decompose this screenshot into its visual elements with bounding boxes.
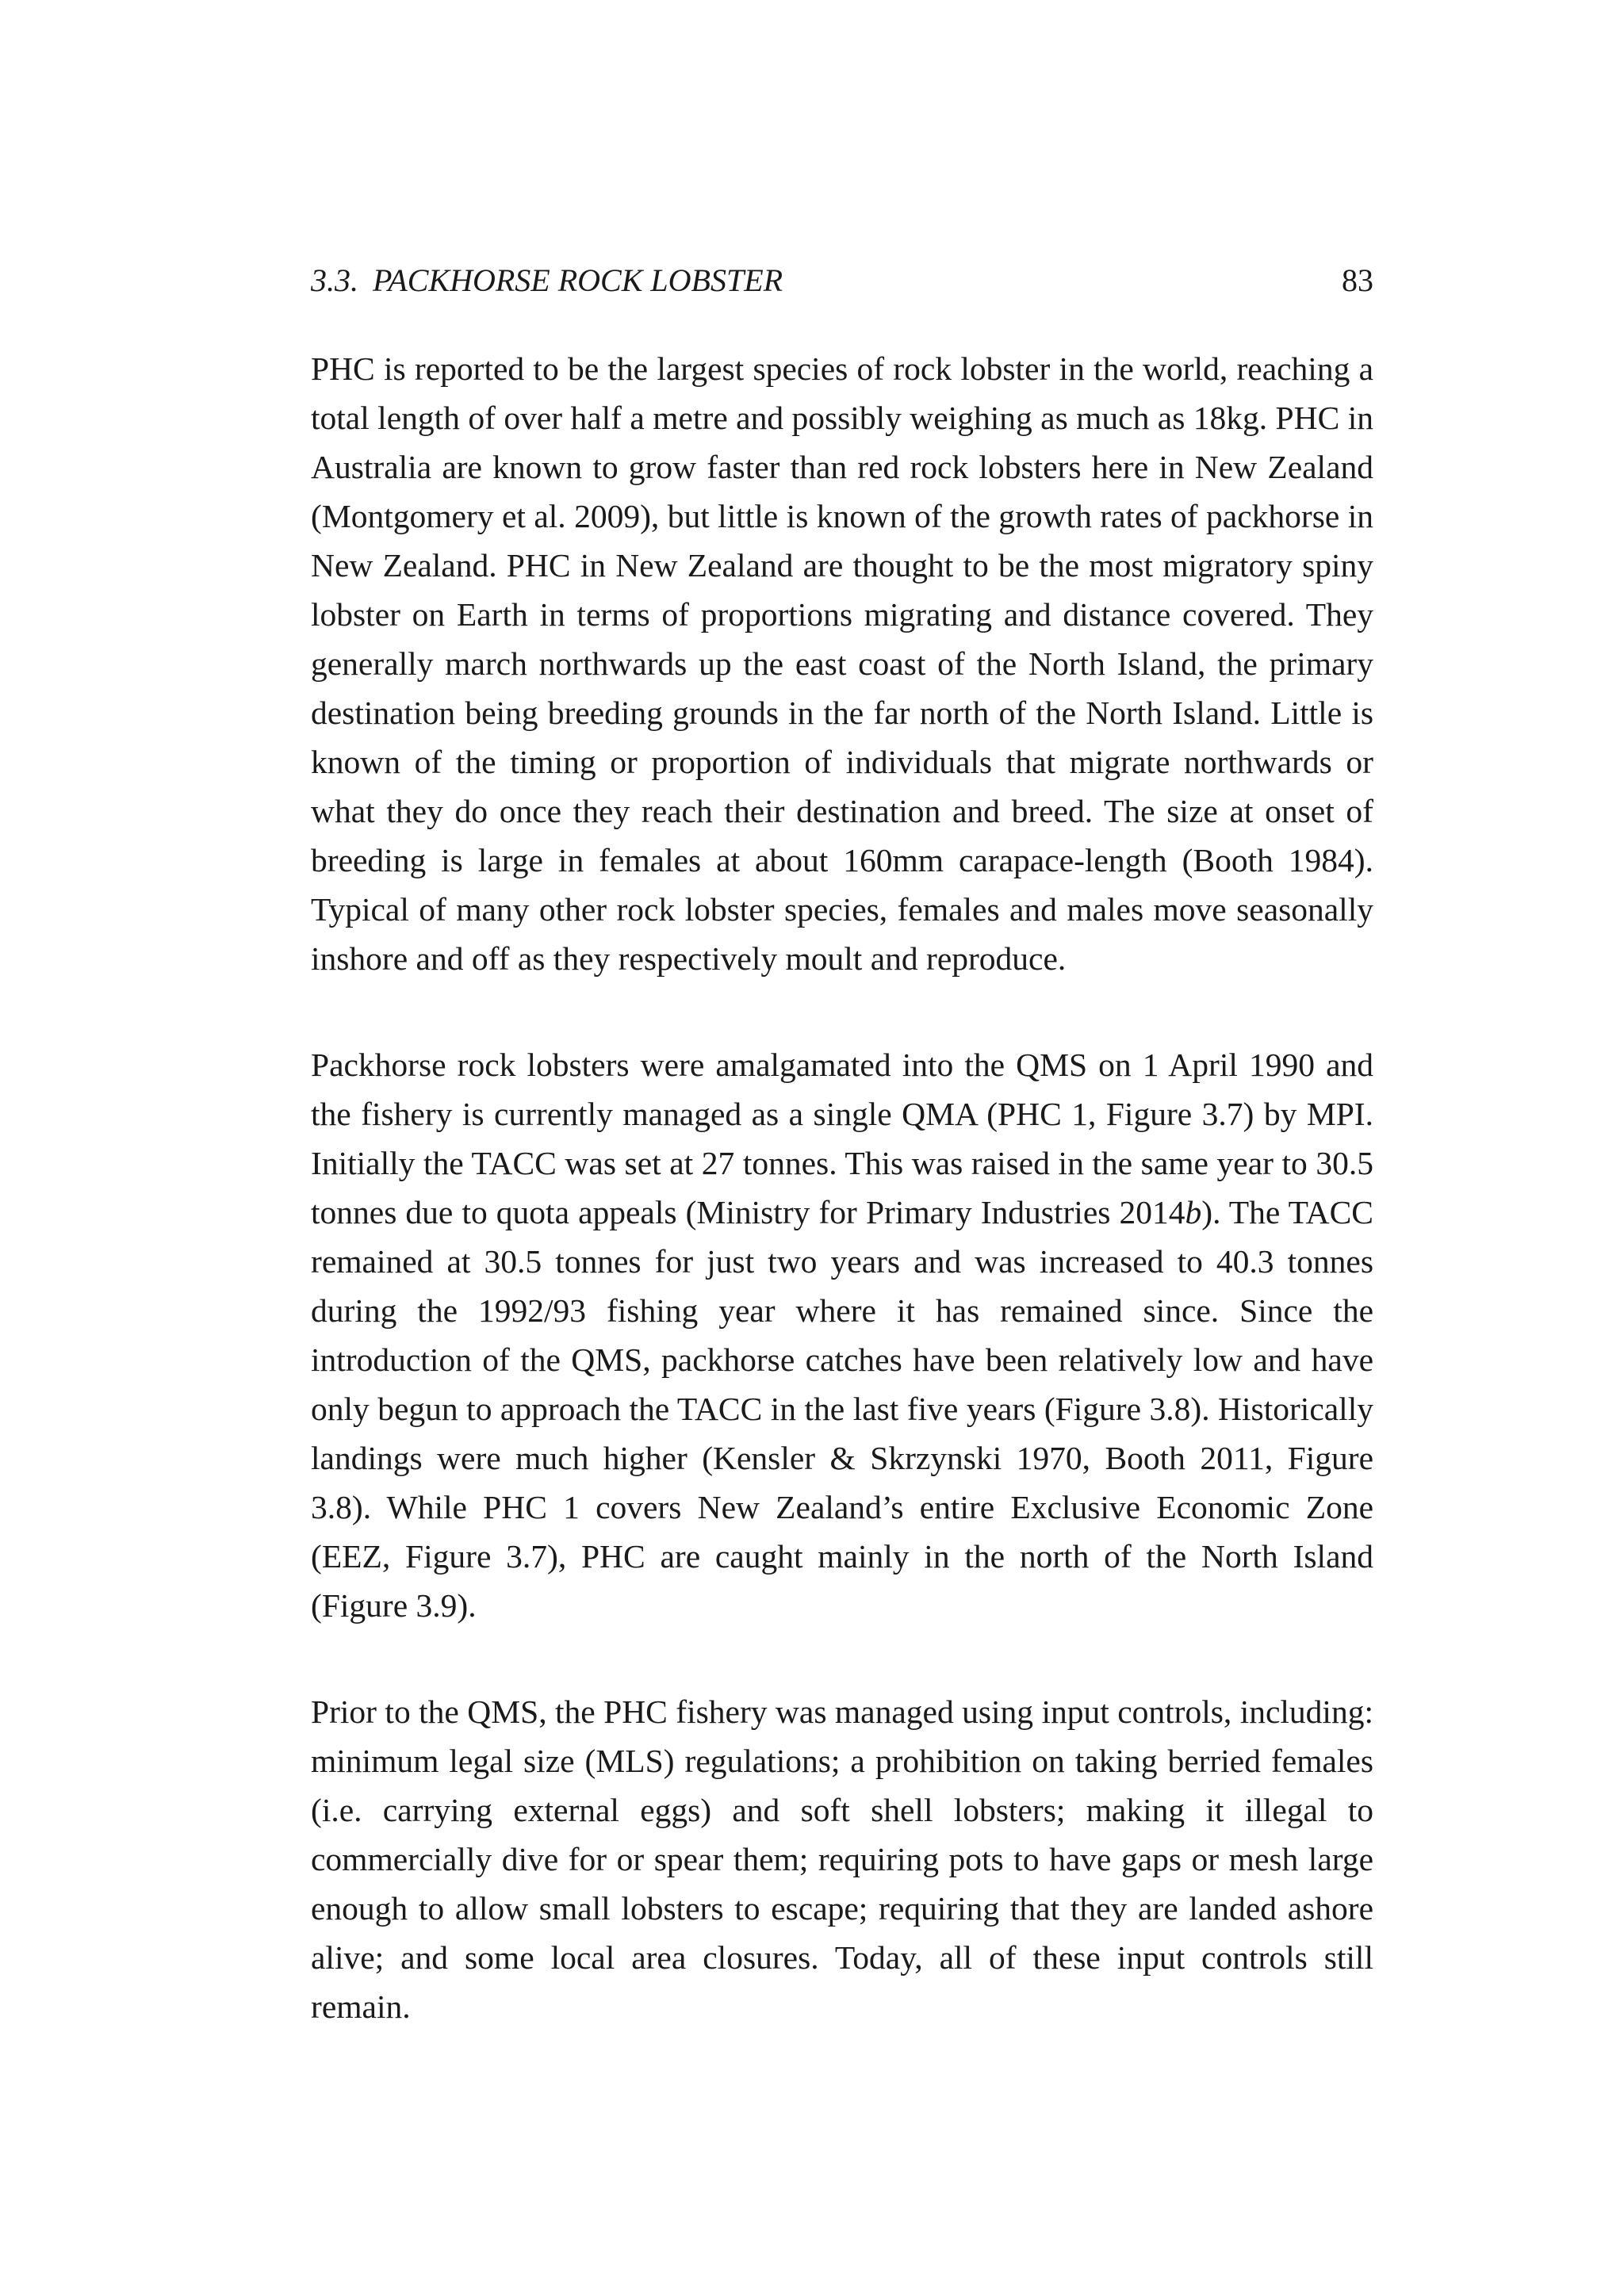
paragraph-2-part-1: Packhorse rock lobsters were amalgamated into the QMS on 1 April 1990 and the fishery is currently managed as a single QMA (PHC 1, Figure 3.7) by MPI. Initially the TACC was set at 27 tonnes. This was raised in the same year to 30.5 tonnes due to quota appeals (Ministry for Primary Industries 2014 (311, 1047, 1373, 1230)
citation-suffix-italic: b (1185, 1194, 1202, 1230)
section-heading (311, 258, 783, 303)
running-header (311, 258, 1373, 303)
paragraph-species-biology: PHC is reported to be the largest species of rock lobster in the world, reaching a total length of over half a metre and possibly weighing as much as 18kg. PHC in Australia are known to grow faster than red rock lobsters here in New Zealand (Montgomery et al. 2009), but little is known of the growth rates of packhorse in New Zealand. PHC in New Zealand are thought to be the most migratory spiny lobster on Earth in terms of proportions migrating and distance covered. They generally march northwards up the east coast of the North Island, the primary destination being breeding grounds in the far north of the North Island. Little is known of the timing or proportion of individuals that migrate northwards or what they do once they reach their destination and breed. The size at onset of breeding is large in females at about 160mm carapace-length (Booth 1984). Typical of many other rock lobster species, females and males move seasonally inshore and off as they respectively moult and reproduce. (311, 350, 1373, 977)
paragraph-2-part-2: ). The TACC remained at 30.5 tonnes for just two years and was increased to 40.3 tonnes during the 1992/93 fishing year where it has remained since. Since the introduction of the QMS, packhorse catches have been relatively low and have only begun to approach the TACC in the last five years (Figure 3.8). Historically landings were much higher (Kensler & Skrzynski 1970, Booth 2011, Figure 3.8). While PHC 1 covers New Zealand’s entire Exclusive Economic Zone (EEZ, Figure 3.7), PHC are caught mainly in the north of the North Island (Figure 3.9). (311, 1194, 1373, 1624)
paragraph-input-controls: Prior to the QMS, the PHC fishery was managed using input controls, including: minimum legal size (MLS) regulations; a prohibition on taking berried females (i.e. carrying external eggs) and soft shell lobsters; making it illegal to commercially dive for or spear them; requiring pots to have gaps or mesh large enough to allow small lobsters to escape; requiring that they are landed ashore alive; and some local area closures. Today, all of these input controls still remain. (311, 1693, 1373, 2025)
body-text (311, 344, 1373, 2031)
section-number: 3.3. (311, 262, 358, 298)
page-number: 83 (1342, 262, 1373, 298)
section-title: PACKHORSE ROCK LOBSTER (373, 262, 783, 298)
paragraph-fishery-management (311, 1040, 1373, 1630)
